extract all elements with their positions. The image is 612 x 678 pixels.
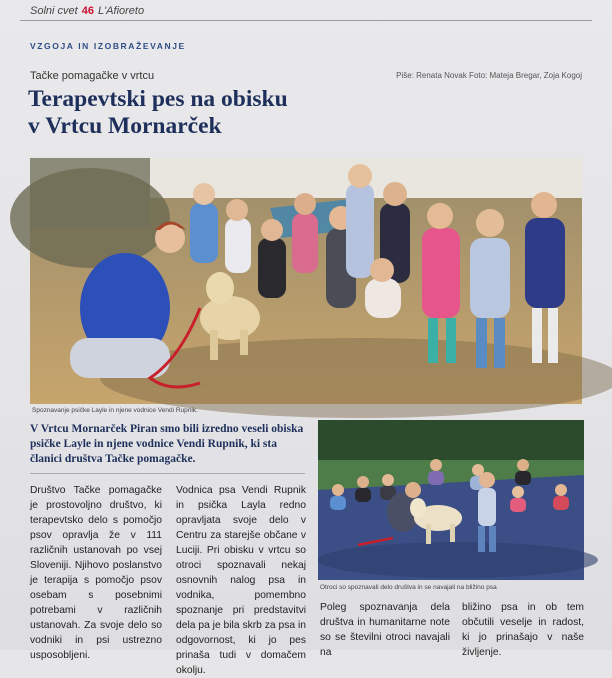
magazine-name: Solni cvet [30,5,78,17]
article-column-3: Poleg spoznavanja dela društva in humanitarne note so se številni otroci navajali na [320,602,450,658]
page-number: 46 [81,5,94,17]
secondary-photo-caption: Otroci so spoznavali delo društva in se navajali na bližino psa [320,584,497,591]
running-section-name: L'Afioreto [97,5,145,17]
header-divider [20,20,592,21]
lead-divider [30,473,305,474]
article-column-4: bližino psa in ob tem občutili veselje in radost, ki jo prinašajo v naše življenje. [462,602,584,658]
headline-line-1: Terapevtski pes na obisku [28,86,288,112]
article-column-2: Vodnica psa Vendi Rupnik in psička Layla redno opravljata svoje delo v Centru za starejše občane v Luciji. Pri obisku v vrtcu so otroci spoznavali nekaj osnovnih nalog psa in vodnika, pomembno spoznanje pri predstavitvi dela pa je bila skrb za psa in odgovornost, ki jo pes prinaša tudi v domačem okolju. [176,485,306,676]
running-head [30,2,144,20]
main-photo-illustration [30,158,582,404]
article-headline [28,86,388,140]
headline-line-2: v Vrtcu Mornarček [28,113,222,139]
article-byline: Piše: Renata Novak Foto: Mateja Bregar, Zoja Kogoj [396,71,582,80]
secondary-photo [318,420,584,580]
secondary-photo-illustration [318,420,584,580]
article-lead: V Vrtcu Mornarček Piran smo bili izredno veseli obiska psičke Layle in njene vodnice Vendi Rupnik, ki sta članici društva Tačke pomagačke. [30,423,304,465]
main-photo [30,158,582,404]
section-label: VZGOJA IN IZOBRAŽEVANJE [30,41,186,51]
article-column-1: Društvo Tačke pomagačke je prostovoljno društvo, ki terapevtsko delo s pomočjo psov opravlja že v 111 različnih ustanovah po vsej Sloveniji. Njihovo poslanstvo je terapija s pomočjo psov osebam s posebnimi potrebami v različnih ustanovah. Za svoje delo so vodniki in psi ustrezno usposobljeni. [30,485,162,661]
article-kicker: Tačke pomagačke v vrtcu [30,70,155,82]
main-photo-caption: Spoznavanje psičke Layle in njene vodnice Vendi Rupnik. [32,407,198,414]
